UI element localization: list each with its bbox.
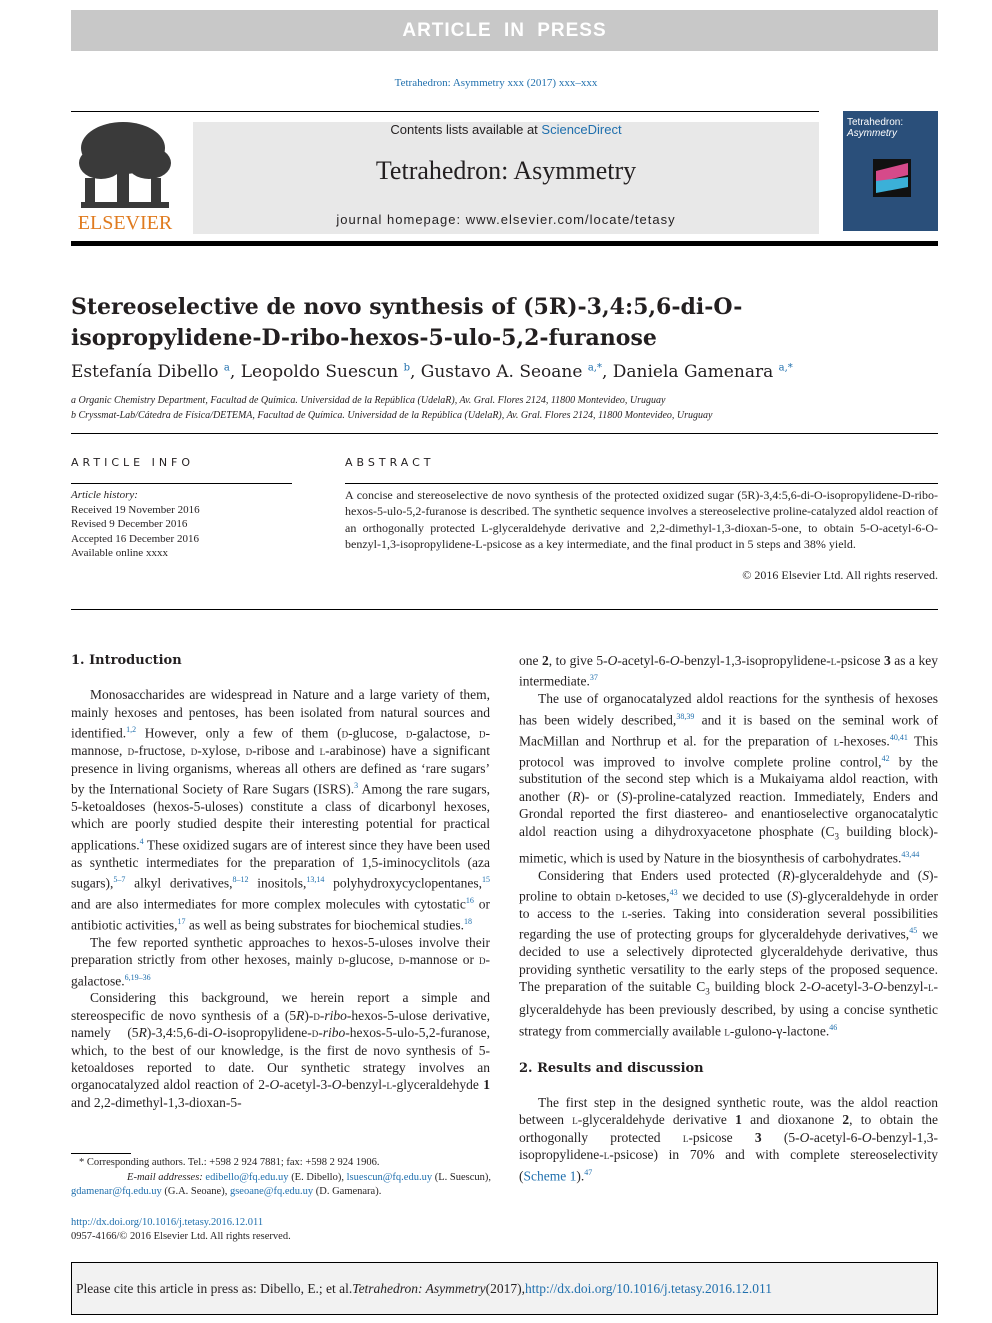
citation-box: Please cite this article in press as: Dibello, E.; et al. Tetrahedron: Asymmetry (2017), http://dx.doi.org/10.1016/j.tetasy.2016.12.011 <box>71 1262 938 1315</box>
author[interactable]: Gustavo A. Seoane <box>420 362 583 382</box>
affiliation-rule <box>71 433 938 434</box>
cover-title: Tetrahedron: Asymmetry <box>847 117 904 139</box>
sciencedirect-link[interactable]: ScienceDirect <box>541 122 622 137</box>
affiliation-a: a Organic Chemistry Department, Facultad de Química. Universidad de la República (UdelaR), Av. Gral. Flores 2124, 11800 Montevideo, Uruguay <box>71 395 666 406</box>
author[interactable]: Leopoldo Suescun <box>240 362 399 382</box>
abstract-rule <box>345 483 938 484</box>
header-thick-rule <box>71 241 938 246</box>
paragraph: Monosaccharides are widespread in Nature and a large variety of them, mainly hexoses and pentoses, has been isolated from natural sources and identified.$^{1,2}$ However, only a few of them (d-glucose, d-galactose, d-mannose, d-fructose, d-xylose, d-ribose and l-arabinose) have a significant presence in living organisms, whereas all others are defined as ‘rare sugars’ by the International Society of Rare Sugars (ISRS).$^3$ Among the rare sugars, 5-ketoaldoses (hexos-5-uloses) constitute a class of dicarbonyl hexoses, which are poorly studied despite their interesting potential for practical applications.$^4$ These oxidized sugars are of interest since they have been used as synthetic intermediates for the preparation of 1,5-iminocyclitols (aza sugars),$^{5-7}$ alkyl derivatives,$^{8-12}$ inositols,$^{13,14}$ polyhydroxycyclopentanes,$^{15}$ and are also intermediates for more complex molecules with cytostatic$^{16}$ or antibiotic activities,$^{17}$ as well as being substrates for biochemical studies.$^{18}$ <box>71 687 491 933</box>
header-rule <box>71 111 819 112</box>
author[interactable]: Daniela Gamenara <box>612 362 774 382</box>
author-list: Estefanía Dibello $^a$, Leopoldo Suescun $^b$, Gustavo A. Seoane $^{a,*}$, Daniela Gamenara $^{a,*}$ <box>71 362 793 382</box>
email-link[interactable]: gseoane@fq.edu.uy <box>229 1186 314 1197</box>
email-link[interactable]: lsuescun@fq.edu.uy <box>346 1171 433 1183</box>
email-link[interactable]: edibello@fq.edu.uy <box>205 1171 289 1183</box>
doi-block: http://dx.doi.org/10.1016/j.tetasy.2016.12.011 0957-4166/© 2016 Elsevier Ltd. All rights reserved. <box>71 1217 291 1242</box>
paragraph: Considering this background, we herein report a simple and stereospecific de novo synthesis of a (5R)-d-ribo-hexos-5-ulose derivative, namely (5R)-3,4:5,6-di-O-isopropylidene-d-ribo-hexos-5-ulo-5,2-furanose, which, to the best of our knowledge, is the first de novo synthesis of 5-ketoaldoses reported to date. Our synthetic strategy involves an organocatalyzed aldol reaction of 2-O-acetyl-3-O-benzyl-l-glyceraldehyde 1 and 2,2-dimethyl-1,3-dioxan-5- <box>71 990 490 1110</box>
journal-header-box <box>193 122 819 234</box>
article-in-press-banner: ARTICLE IN PRESS <box>71 10 938 51</box>
abstract-text: A concise and stereoselective de novo synthesis of the protected oxidized sugar (5R)-3,4:5,6-di-O-isopropylidene-D-ribo-hexos-5-ulo-5,2-furanose is described. The synthetic sequence involves a stereoselective proline-catalyzed aldol reaction of an orthogonally protected L-glyceraldehyde derivative and 2,2-dimethyl-1,3-dioxan-5-one, to obtain 5-O-acetyl-6-O-benzyl-1,3-isopropylidene-L-psicose as a key intermediate, and the final product in 5 steps and 38% yield. <box>345 488 938 552</box>
author[interactable]: Estefanía Dibello <box>71 362 219 382</box>
article-title: Stereoselective de novo synthesis of (5R)-3,4:5,6-di-O- isopropylidene-D-ribo-hexos-5-ulo-5,2-furanose <box>71 294 743 351</box>
footnote: * Corresponding authors. Tel.: +598 2 924 7881; fax: +598 2 924 1906. E-mail addresses: edibello@fq.edu.uy (E. Dibello), lsuescun@fq.edu.uy (L. Suescun), gdamenar@fq.edu.uy (G.A. Seoane), gseoane@fq.edu.uy (D. Gamenara). <box>71 1157 491 1197</box>
elsevier-wordmark: ELSEVIER <box>77 212 173 233</box>
contents-line: Contents lists available at ScienceDirect <box>390 122 622 137</box>
citation-doi-link[interactable]: http://dx.doi.org/10.1016/j.tetasy.2016.12.011 <box>525 1280 773 1296</box>
section-heading-results: 2. Results and discussion <box>519 1060 704 1076</box>
paragraph: Considering that Enders used protected (R)-glyceraldehyde and (S)-proline to obtain d-ketoses,$^{43}$ we decided to use (S)-glyceraldehyde in order to access to the l-series. Taking into consideration several possibilities regarding the use of protecting groups for glyceraldehyde derivatives,$^{45}$ we decided to use a selectively diprotected glyceraldehyde derivative, thus providing synthetic versatility to the early steps of the proposed sequence. The preparation of the suitable $C_3$ building block 2-O-acetyl-3-O-benzyl-l-glyceraldehyde has been previously described, by using a concise synthetic strategy from commercially available l-gulono-γ-lactone.$^{46}$ <box>519 867 938 1039</box>
top-citation[interactable]: Tetrahedron: Asymmetry xxx (2017) xxx–xxx <box>394 77 598 89</box>
elsevier-tree-icon <box>71 118 179 233</box>
journal-homepage[interactable]: journal homepage: www.elsevier.com/locate/tetasy <box>336 212 676 227</box>
doi-link[interactable]: http://dx.doi.org/10.1016/j.tetasy.2016.12.011 <box>71 1217 264 1228</box>
footnote-rule <box>71 1153 131 1154</box>
left-column <box>71 652 490 1111</box>
paragraph: one 2, to give 5-O-acetyl-6-O-benzyl-1,3-isopropylidene-l-psicose 3 as a key intermediate.$^{37}$ <box>519 653 938 689</box>
section-heading-intro: 1. Introduction <box>71 653 182 668</box>
scheme-link[interactable]: Scheme 1 <box>523 1168 577 1184</box>
elsevier-logo <box>71 118 179 233</box>
journal-cover <box>843 111 938 231</box>
abstract-heading: ABSTRACT <box>345 456 435 469</box>
abstract-bottom-rule <box>71 609 938 610</box>
paragraph: The few reported synthetic approaches to hexos-5-uloses involve their preparation strictly from other hexoses, mainly d-glucose, d-mannose or d-galactose.$^{6,19-36}$ <box>71 934 491 988</box>
paragraph: The first step in the designed synthetic route, was the aldol reaction between l-glyceraldehyde derivative 1 and dioxanone 2, to obtain the orthogonally protected l-psicose 3 (5-O-acetyl-6-O-benzyl-1,3-isopropylidene-l-psicose) in 70% and with complete stereoselectivity (Scheme 1).$^{47}$ <box>519 1094 938 1184</box>
cover-graphic-icon <box>843 111 938 231</box>
journal-name: Tetrahedron: Asymmetry <box>375 156 637 185</box>
email-link[interactable]: gdamenar@fq.edu.uy <box>71 1186 162 1197</box>
article-info-rule <box>71 483 292 484</box>
abstract-copyright: © 2016 Elsevier Ltd. All rights reserved. <box>742 568 938 582</box>
right-column <box>519 652 938 1184</box>
article-history: Article history: Received 19 November 2016 Revised 9 December 2016 Accepted 16 December 2016 Available online xxxx <box>71 489 200 559</box>
affiliation-b: b Cryssmat-Lab/Cátedra de Física/DETEMA, Facultad de Química. Universidad de la República (UdelaR), Av. Gral. Flores 2124, 11800 Montevideo, Uruguay <box>71 410 713 421</box>
paragraph: The use of organocatalyzed aldol reactions for the synthesis of hexoses has been widely described,$^{38,39}$ and it is based on the seminal work of MacMillan and Northrup et al. for the preparation of l-hexoses.$^{40,41}$ This protocol was improved to involve complete proline control,$^{42}$ by the substitution of the second step which is a Mukaiyama aldol reaction, with another (R)- or (S)-proline-catalyzed reaction. Immediately, Enders and Grondal reported the first diastereo- and enantioselective organocatalytic aldol reaction using a dihydroxyacetone phosphate ($C_3$ building block)-mimetic, which is used by Nature in the biosynthesis of carbohydrates.$^{43,44}$ <box>519 691 939 866</box>
article-info-heading: ARTICLE INFO <box>71 456 195 469</box>
